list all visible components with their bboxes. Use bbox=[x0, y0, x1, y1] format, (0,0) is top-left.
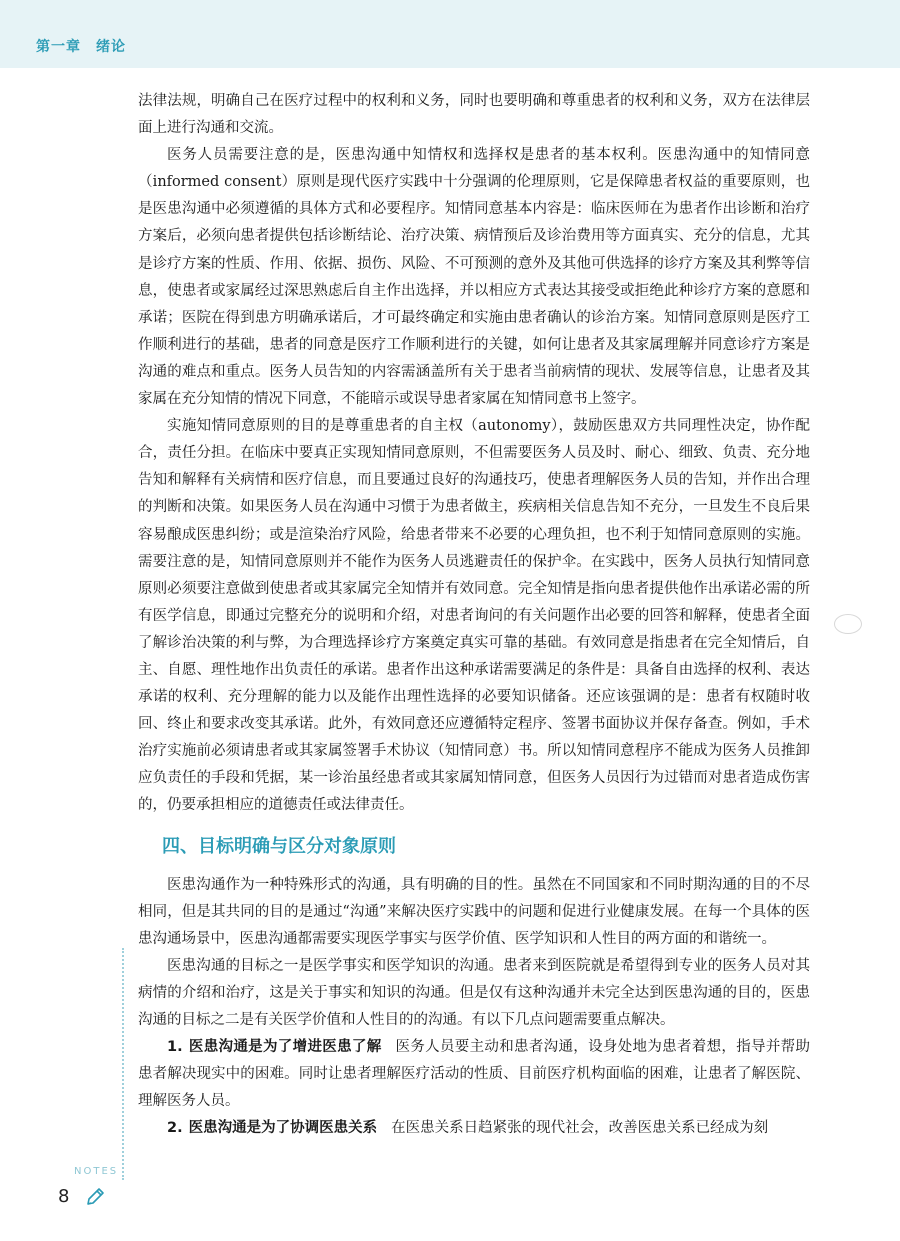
watermark-seal bbox=[834, 614, 862, 634]
paragraph: 医患沟通的目标之一是医学事实和医学知识的沟通。患者来到医院就是希望得到专业的医务人员对其病情的介绍和治疗，这是关于事实和知识的沟通。但是仅有这种沟通并未完全达到医患沟通的目的，医患沟通的目标之二是有关医学价值和人性目的的沟通。有以下几点问题需要重点解决。 bbox=[138, 957, 810, 1028]
list-item-title: 医患沟通是为了增进医患了解 bbox=[188, 1039, 382, 1056]
list-item-text: 医务人员要主动和患者沟通，设身处地为患者着想，指导并帮助患者解决现实中的困难。同时让患者理解医疗活动的性质、目前医疗机构面临的困难，让患者了解医院、理解医务人员。 bbox=[138, 1039, 811, 1110]
pen-icon bbox=[84, 1186, 106, 1208]
notes-margin-line bbox=[122, 948, 124, 1180]
list-item-number: 1. bbox=[167, 1039, 183, 1056]
paragraph: 实施知情同意原则的目的是尊重患者的自主权（autonomy），鼓励医患双方共同理性决定，协作配合，责任分担。在临床中要真正实现知情同意原则，不但需要医务人员及时、耐心、细致、负责、充分地告知和解释有关病情和医疗信息，而且要通过良好的沟通技巧，使患者理解医务人员的告知，并作出合理的判断和决策。如果医务人员在沟通中习惯于为患者做主，疾病相关信息告知不充分，一旦发生不良后果容易酿成医患纠纷；或是渲染治疗风险，给患者带来不必要的心理负担，也不利于知情同意原则的实施。需要注意的是，知情同意原则并不能作为医务人员逃避责任的保护伞。在实践中，医务人员执行知情同意原则必须要注意做到使患者或其家属完全知情并有效同意。完全知情是指向患者提供他作出承诺必需的所有医学信息，即通过完整充分的说明和介绍，对患者询问的有关问题作出必要的回答和解释，使患者全面了解诊治决策的利与弊，为合理选择诊疗方案奠定真实可靠的基础。有效同意是指患者在完全知情后，自主、自愿、理性地作出负责任的承诺。患者作出这种承诺需要满足的条件是：具备自由选择的权利、表达承诺的权利、充分理解的能力以及能作出理性选择的必要知识储备。还应该强调的是：患者有权随时收回、终止和要求改变其承诺。此外，有效同意还应遵循特定程序、签署书面协议并保存备查。例如，手术治疗实施前必须请患者或其家属签署手术协议（知情同意）书。所以知情同意程序不能成为医务人员推卸应负责任的手段和凭据，某一诊治虽经患者或其家属知情同意，但医务人员因行为过错而对患者造成伤害的，仍要承担相应的道德责任或法律责任。 bbox=[138, 418, 810, 814]
list-item bbox=[138, 1115, 810, 1142]
list-item-number: 2. bbox=[167, 1120, 183, 1137]
chapter-title: 第一章 绪论 bbox=[36, 39, 126, 55]
list-item bbox=[138, 1034, 810, 1115]
paragraph: 医患沟通作为一种特殊形式的沟通，具有明确的目的性。虽然在不同国家和不同时期沟通的目的不尽相同，但是其共同的目的是通过“沟通”来解决医疗实践中的问题和促进行业健康发展。在每一个具体的医患沟通场景中，医患沟通都需要实现医学事实与医学价值、医学知识和人性目的两方面的和谐统一。 bbox=[138, 876, 810, 947]
notes-label: NOTES bbox=[74, 1166, 119, 1177]
list-item-title: 医患沟通是为了协调医患关系 bbox=[188, 1120, 378, 1137]
list-item-text: 在医患关系日趋紧张的现代社会，改善医患关系已经成为刻 bbox=[391, 1120, 769, 1137]
paragraph: 法律法规，明确自己在医疗过程中的权利和义务，同时也要明确和尊重患者的权利和义务，双方在法律层面上进行沟通和交流。 bbox=[138, 93, 810, 137]
page-body bbox=[138, 88, 810, 1142]
header-band bbox=[0, 0, 900, 68]
page-number: 8 bbox=[58, 1186, 70, 1207]
section-heading: 四、目标明确与区分对象原则 bbox=[162, 835, 396, 857]
paragraph: 医务人员需要注意的是，医患沟通中知情权和选择权是患者的基本权利。医患沟通中的知情同意（informed consent）原则是现代医疗实践中十分强调的伦理原则，它是保障患者权益的重要原则，也是医患沟通中必须遵循的具体方式和必要程序。知情同意基本内容是：临床医师在为患者作出诊断和治疗方案后，必须向患者提供包括诊断结论、治疗决策、病情预后及诊治费用等方面真实、充分的信息，尤其是诊疗方案的性质、作用、依据、损伤、风险、不可预测的意外及其他可供选择的诊疗方案及其利弊等信息，使患者或家属经过深思熟虑后自主作出选择，并以相应方式表达其接受或拒绝此种诊疗方案的意愿和承诺；医院在得到患方明确承诺后，才可最终确定和实施由患者确认的诊治方案。知情同意原则是医疗工作顺利进行的基础，患者的同意是医疗工作顺利进行的关键，如何让患者及其家属理解并同意诊疗方案是沟通的难点和重点。医务人员告知的内容需涵盖所有关于患者当前病情的现状、发展等信息，让患者及其家属在充分知情的情况下同意，不能暗示或误导患者家属在知情同意书上签字。 bbox=[138, 147, 810, 408]
